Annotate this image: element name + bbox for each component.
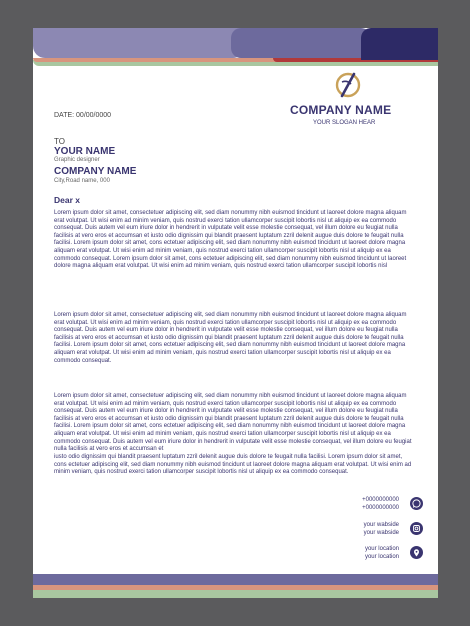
recipient-role: Graphic designer [54, 157, 100, 163]
body-paragraph: iusto odio dignissim qui blandit praesent luptatum zzril delenit augue duis dolore te feugait nulla facilisi. Lorem ipsum dolor sit amet, cons ectetuer adipiscing elit, sed diam nonummy nibh euismod tincidunt ut laoreet dolore magna aliquam erat volutpat. Ut wisi enim ad minim veniam, quis nostrud exerci tation ullamcorper suscipit lobortis nisl ut aliquip ex ea commodo consequat. [54, 454, 412, 476]
body-paragraph: Lorem ipsum dolor sit amet, consectetuer adipiscing elit, sed diam nonummy nibh euismod tincidunt ut laoreet dolore magna aliquam erat volutpat. Ut wisi enim ad minim veniam, quis nostrud exerci tation ullamcorper suscipit lobortis nisl ut aliquip ex ea commodo consequat. Duis autem vel eum iriure dolor in hendrerit in vulputate velit esse molestie consequat, vel illum dolore eu feugiat nulla facilisis at vero eros et accumsan et iusto odio dignissim qui blandit praesent luptatum zzril delenit augue duis dolore te feugait nulla facilisi. Lorem ipsum dolor sit amet, cons ectetuer adipiscing elit, sed diam nonummy nibh euismod tincidunt ut laoreet dolore magna aliquam erat volutpat. Ut wisi enim ad minim veniam, quis nostrud exerci tation ullamcorper suscipit lobortis nisl ut aliquip ex ea commodo consequat. Duis autem vel eum iriure dolor in hendrerit in vulputate velit esse molestie consequat, vel illum dolore eu feugiat nulla facilisis at vero eros et accumsan et [54, 393, 412, 453]
contact-website-line-1: your wabside [363, 522, 399, 528]
company-name: COMPANY NAME [290, 103, 392, 117]
to-label: TO [54, 137, 65, 146]
letter-date: DATE: 00/00/0000 [54, 112, 112, 119]
contact-location [333, 546, 423, 561]
salutation: Dear x [54, 195, 80, 205]
body-paragraph: Lorem ipsum dolor sit amet, consectetuer adipiscing elit, sed diam nonummy nibh euismod tincidunt ut laoreet dolore magna aliquam erat volutpat. Ut wisi enim ad minim veniam, quis nostrud exerci tation ullamcorper suscipit lobortis nisl ut aliquip ex ea commodo consequat. Duis autem vel eum iriure dolor in hendrerit in vulputate velit esse molestie consequat, vel illum dolore eu feugiat nulla facilisis at vero eros et accumsan et iusto odio dignissim qui blandit praesent luptatum zzril delenit augue duis dolore te feugait nulla facilisi. Lorem ipsum dolor sit amet, cons ectetuer adipiscing elit, sed diam nonummy nibh euismod tincidunt ut laoreet dolore magna aliquam erat volutpat. Ut wisi enim ad minim veniam, quis nostrud exerci tation ullamcorper suscipit lobortis nisl ut aliquip ex ea commodo consequat. Lorem ipsum dolor sit amet, cons ectetuer adipiscing elit, sed diam nonummy nibh euismod tincidunt ut laoreet dolore magna aliquam erat volutpat. Ut wisi enim ad minim veniam, quis nostrud exerci tation ullamcorper suscipit lobortis nisl [54, 210, 407, 270]
contact-website [333, 522, 423, 537]
bottom-band-green [33, 590, 438, 598]
contact-phone [333, 497, 423, 512]
contact-location-line-2: your location [364, 553, 399, 560]
recipient-address: City,Road name, 000 [54, 178, 110, 184]
top-band-navy [361, 28, 438, 60]
contact-website-line-2: your wabside [363, 529, 399, 536]
recipient-name: YOUR NAME [54, 146, 116, 157]
bottom-band-purple [33, 574, 438, 585]
body-paragraph: Lorem ipsum dolor sit amet, consectetuer adipiscing elit, sed diam nonummy nibh euismod tincidunt ut laoreet dolore magna aliquam erat volutpat. Ut wisi enim ad minim veniam, quis nostrud exerci tation ullamcorper suscipit lobortis nisl ut aliquip ex ea commodo consequat. Duis autem vel eum iriure dolor in hendrerit in vulputate velit esse molestie consequat, vel illum dolore eu feugiat nulla facilisis at vero eros et accumsan et iusto odio dignissim qui blandit praesent luptatum zzril delenit augue duis dolore te feugait nulla facilisi. Lorem ipsum dolor sit amet, cons ectetuer adipiscing elit, sed diam nonummy nibh euismod tincidunt ut laoreet dolore magna aliquam erat volutpat. Ut wisi enim ad minim veniam, quis nostrud exerci tation ullamcorper suscipit lobortis nisl ut aliquip ex ea commodo consequat. [54, 312, 407, 364]
top-band-purple [231, 28, 371, 58]
recipient-company: COMPANY NAME [54, 166, 137, 177]
whatsapp-icon [410, 497, 423, 510]
contact-location-line-1: your location [364, 546, 399, 552]
contact-phone-line-1: +0000000000 [362, 497, 399, 503]
company-slogan: YOUR SLOGAN HEAR [313, 120, 376, 126]
letterhead-page [33, 28, 438, 598]
instagram-icon [410, 522, 423, 535]
feather-circle-logo-icon [333, 70, 363, 100]
contact-phone-line-2: +0000000000 [362, 504, 399, 511]
top-band-lavender [33, 28, 243, 58]
location-pin-icon [410, 546, 423, 559]
